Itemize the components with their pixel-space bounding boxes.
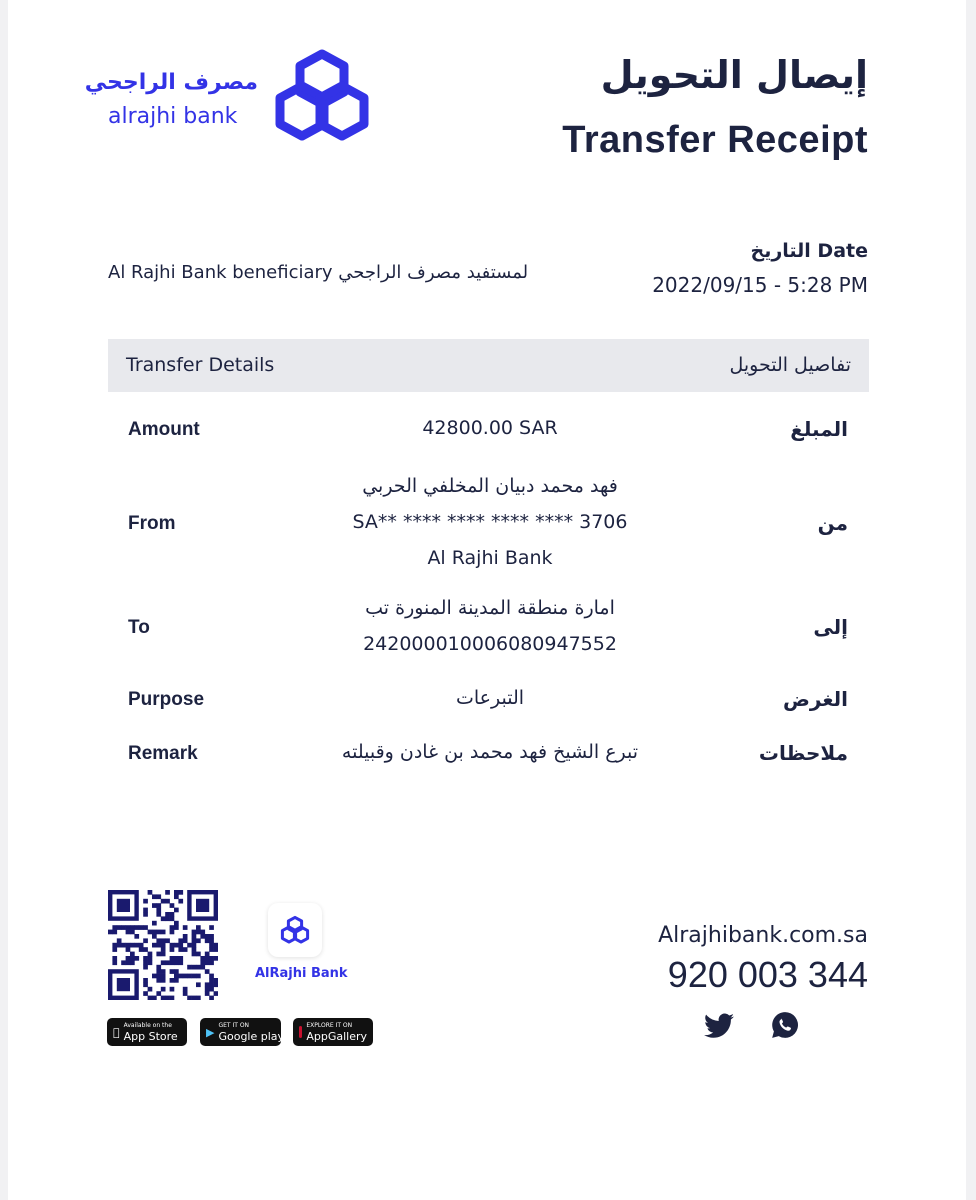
badge-small-text: EXPLORE IT ON xyxy=(306,1021,353,1029)
app-store-badge[interactable] xyxy=(107,1018,187,1046)
app-name: AlRajhi Bank xyxy=(255,966,348,981)
badge-name: AppGallery xyxy=(306,1029,367,1043)
app-icon xyxy=(268,903,322,957)
row-label-en: Remark xyxy=(128,743,198,764)
row-value xyxy=(240,590,740,662)
section-header xyxy=(108,339,869,392)
section-title-ar: تفاصيل التحويل xyxy=(729,354,851,376)
row-value-line: التبرعات xyxy=(455,687,525,709)
alrajhi-app-logo-icon xyxy=(268,903,322,957)
row-value xyxy=(240,734,740,770)
section-title-en: Transfer Details xyxy=(126,354,275,376)
beneficiary-type: Al Rajhi Bank beneficiary لمستفيد مصرف الراجحي xyxy=(108,262,529,283)
row-value-line: 242000010006080947552 xyxy=(363,633,617,655)
row-value-line: SA** **** **** **** **** 3706 xyxy=(352,511,628,533)
row-value-line: تبرع الشيخ فهد محمد بن غادن وقبيلته xyxy=(341,741,639,763)
google-play-badge[interactable] xyxy=(200,1018,285,1046)
row-label-ar: من xyxy=(817,511,848,535)
row-value xyxy=(240,680,740,716)
huawei-icon xyxy=(299,1026,302,1038)
alrajhi-logo-icon xyxy=(272,48,372,144)
twitter-icon[interactable] xyxy=(704,1013,734,1039)
row-label-en: Amount xyxy=(128,419,200,440)
badge-name: App Store xyxy=(117,1029,172,1043)
page-title-ar: إيصال التحويل xyxy=(600,53,868,97)
row-label-ar: الغرض xyxy=(783,687,848,711)
row-label-en: From xyxy=(128,513,176,534)
play-icon: ▶ xyxy=(206,1025,215,1039)
row-label-ar: ملاحظات xyxy=(758,741,848,765)
apple-icon xyxy=(113,1026,120,1039)
qr-code-icon xyxy=(108,890,218,1000)
row-label-en: To xyxy=(128,617,150,638)
logo-text-en: alrajhi bank xyxy=(108,104,238,129)
whatsapp-icon[interactable] xyxy=(771,1011,799,1039)
website-link[interactable]: Alrajhibank.com.sa xyxy=(658,923,868,948)
logo-text-ar: مصرف الراجحي xyxy=(84,70,258,95)
date-value: 2022/09/15 - 5:28 PM xyxy=(652,273,868,297)
phone-number[interactable]: 920 003 344 xyxy=(667,954,868,995)
row-value xyxy=(240,410,740,446)
row-value-line: 42800.00 SAR xyxy=(422,417,558,439)
date-label: التاريخ Date xyxy=(750,240,868,262)
row-value-line: Al Rajhi Bank xyxy=(427,547,553,569)
row-label-en: Purpose xyxy=(128,689,205,710)
badge-small-text: GET IT ON xyxy=(218,1021,250,1029)
badge-small-text: Available on the xyxy=(117,1021,166,1029)
page-title-en: Transfer Receipt xyxy=(562,119,868,161)
row-value-line: فهد محمد دبيان المخلفي الحربي xyxy=(362,475,618,497)
row-value-line: امارة منطقة المدينة المنورة تب xyxy=(365,597,615,619)
row-value xyxy=(240,468,740,576)
row-label-ar: إلى xyxy=(813,615,848,639)
row-label-ar: المبلغ xyxy=(790,417,848,441)
appgallery-badge[interactable] xyxy=(293,1018,373,1046)
badge-name: Google play xyxy=(218,1029,285,1043)
